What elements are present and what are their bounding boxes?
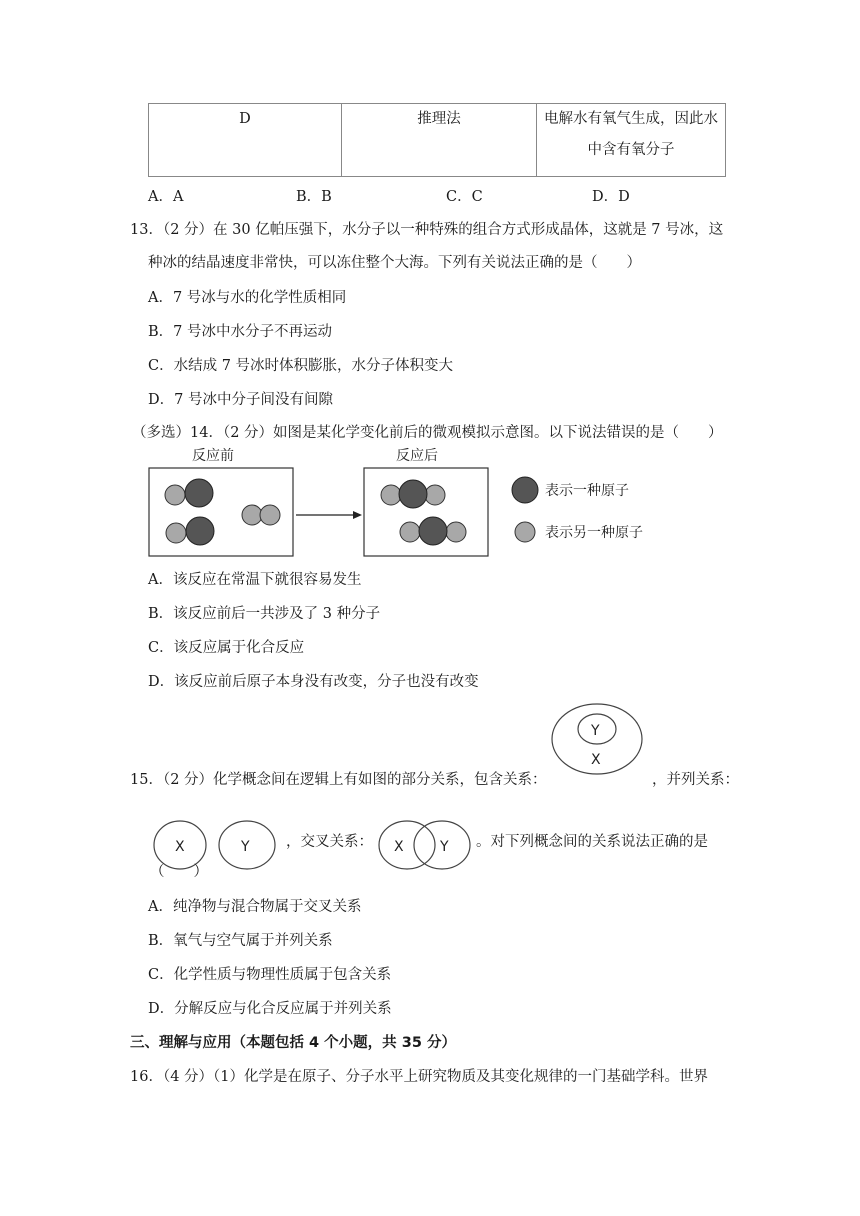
q14-option-c: C．该反应属于化合反应 (148, 640, 305, 656)
q13-option-a: A．7 号冰与水的化学性质相同 (148, 290, 347, 306)
q12-option-c: C．C (446, 189, 483, 205)
cross-x-circle (379, 821, 435, 869)
dark-atom (185, 479, 213, 507)
q14-option-a: A．该反应在常温下就很容易发生 (148, 572, 362, 588)
table-cell-example-line1: 电解水有氧气生成，因此水 (544, 111, 718, 127)
q12-option-d: D．D (592, 189, 630, 205)
method-table (148, 103, 726, 177)
q15-stem-line2a: ，交叉关系： (286, 834, 373, 850)
q13-stem-line2: 种冰的结晶速度非常快，可以冻住整个大海。下列有关说法正确的是（ ） (148, 255, 641, 271)
after-label: 反应后 (396, 448, 438, 464)
q15-stem-line1b: ，并列关系： (652, 772, 739, 788)
outer-x-label: X (591, 752, 601, 768)
q15-stem-line1a: 15．（2 分）化学概念间在逻辑上有如图的部分关系，包含关系： (130, 772, 547, 788)
reaction-arrow-head (353, 511, 362, 519)
inner-y-label: Y (591, 723, 600, 739)
light-atom (425, 485, 445, 505)
q15-option-a: A．纯净物与混合物属于交叉关系 (148, 899, 362, 915)
q15-stem-line3: （ ） (150, 864, 208, 880)
q14-reaction-diagram (140, 440, 680, 562)
q13-stem-line1: 13．（2 分）在 30 亿帕压强下，水分子以一种特殊的组合方式形成晶体，这就是 7 号冰，这 (130, 222, 724, 238)
table-cell-method: 推理法 (342, 104, 537, 177)
legend-light-label: 表示另一种原子 (545, 525, 643, 541)
q13-option-d: D．7 号冰中分子间没有间隙 (148, 392, 333, 408)
q13-option-b: B．7 号冰中水分子不再运动 (148, 324, 332, 340)
legend-dark-label: 表示一种原子 (545, 483, 629, 499)
q13-option-c: C．水结成 7 号冰时体积膨胀，水分子体积变大 (148, 358, 454, 374)
table-cell-example (537, 104, 726, 177)
q12-option-a: A．A (148, 189, 184, 205)
inclusion-relation-diagram (550, 702, 650, 778)
cross-x-label: X (394, 839, 404, 855)
q12-option-b: B．B (296, 189, 332, 205)
legend-dark-atom (512, 477, 538, 503)
q14-option-b: B．该反应前后一共涉及了 3 种分子 (148, 606, 381, 622)
light-atom (260, 505, 280, 525)
q15-option-d: D．分解反应与化合反应属于并列关系 (148, 1001, 392, 1017)
dark-atom (186, 517, 214, 545)
section-3-heading: 三、理解与应用（本题包括 4 个小题，共 35 分） (130, 1035, 456, 1051)
dark-atom (399, 480, 427, 508)
light-atom (166, 523, 186, 543)
table-row (149, 104, 726, 177)
table-cell-example-line2: 中含有氧分子 (587, 142, 675, 158)
table-cell-option: D (149, 104, 342, 177)
light-atom (446, 522, 466, 542)
light-atom (242, 505, 262, 525)
cross-y-label: Y (440, 839, 449, 855)
q15-option-b: B．氧气与空气属于并列关系 (148, 933, 333, 949)
q16-stem-line1: 16．（4 分）（1）化学是在原子、分子水平上研究物质及其变化规律的一门基础学科。世界 (130, 1069, 709, 1085)
dark-atom (419, 517, 447, 545)
q14-option-d: D．该反应前后原子本身没有改变，分子也没有改变 (148, 674, 479, 690)
legend-light-atom (515, 522, 535, 542)
light-atom (400, 522, 420, 542)
q15-stem-line2b: 。对下列概念间的关系说法正确的是 (476, 834, 708, 850)
parallel-y-label: Y (241, 839, 250, 855)
intersection-relation-diagram (374, 815, 474, 875)
parallel-x-label: X (175, 839, 185, 855)
light-atom (165, 485, 185, 505)
before-label: 反应前 (192, 448, 234, 464)
light-atom (381, 485, 401, 505)
q15-option-c: C．化学性质与物理性质属于包含关系 (148, 967, 392, 983)
q14-stem: （多选）14．（2 分）如图是某化学变化前后的微观模拟示意图。以下说法错误的是（ ） (132, 425, 723, 441)
